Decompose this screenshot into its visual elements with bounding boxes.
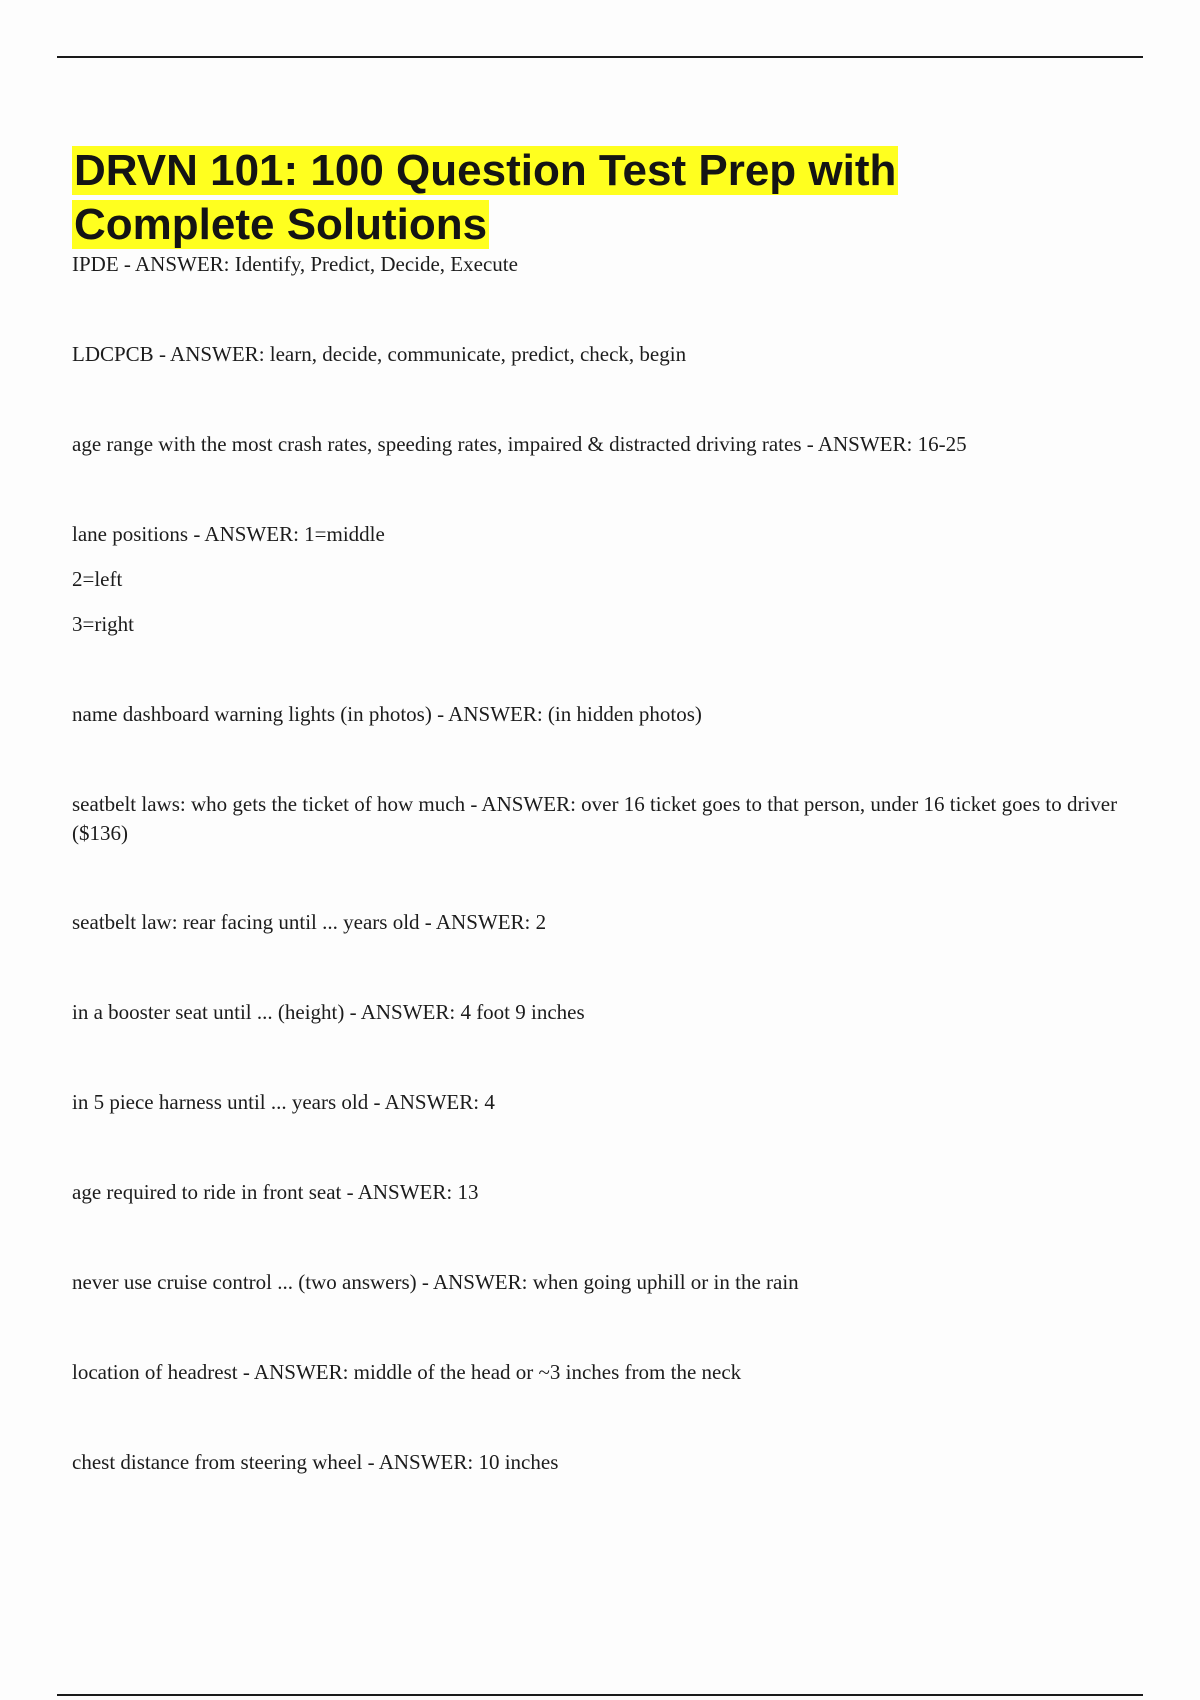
qa-item — [72, 340, 1122, 369]
qa-text: lane positions - ANSWER: 1=middle — [72, 522, 385, 546]
qa-item — [72, 1088, 1122, 1117]
qa-text-line: 2=left — [72, 567, 123, 591]
qa-item — [72, 1268, 1122, 1297]
qa-text-line: 3=right — [72, 612, 135, 636]
qa-item — [72, 908, 1122, 937]
footer-rule — [57, 1694, 1143, 1696]
title-line-1: DRVN 101: 100 Question Test Prep with — [74, 146, 897, 195]
qa-text: IPDE - ANSWER: Identify, Predict, Decide, Execute — [72, 252, 518, 276]
qa-text: seatbelt laws: who gets the ticket of how much - ANSWER: over 16 ticket goes to that person, under 16 ticket goes to driver ($136) — [72, 792, 1118, 845]
qa-item — [72, 700, 1122, 729]
qa-text: location of headrest - ANSWER: middle of the head or ~3 inches from the neck — [72, 1360, 742, 1384]
qa-text: seatbelt law: rear facing until ... years old - ANSWER: 2 — [72, 910, 547, 934]
qa-text: LDCPCB - ANSWER: learn, decide, communicate, predict, check, begin — [72, 342, 687, 366]
qa-text: name dashboard warning lights (in photos) - ANSWER: (in hidden photos) — [72, 702, 702, 726]
qa-item — [72, 250, 1122, 279]
qa-item — [72, 1358, 1122, 1387]
qa-text: in 5 piece harness until ... years old - ANSWER: 4 — [72, 1090, 495, 1114]
qa-item — [72, 1178, 1122, 1207]
header-rule — [57, 56, 1143, 58]
title-line-2: Complete Solutions — [74, 200, 488, 249]
qa-item — [72, 430, 1122, 459]
qa-text: never use cruise control ... (two answers) - ANSWER: when going uphill or in the rain — [72, 1270, 799, 1294]
qa-text: age range with the most crash rates, speeding rates, impaired & distracted driving rates - ANSWER: 16-25 — [72, 432, 967, 456]
document-title — [72, 144, 1132, 252]
qa-text: in a booster seat until ... (height) - ANSWER: 4 foot 9 inches — [72, 1000, 585, 1024]
qa-item — [72, 1448, 1122, 1477]
qa-text: chest distance from steering wheel - ANSWER: 10 inches — [72, 1450, 559, 1474]
qa-item — [72, 790, 1122, 848]
qa-item — [72, 998, 1122, 1027]
qa-text: age required to ride in front seat - ANSWER: 13 — [72, 1180, 479, 1204]
qa-item — [72, 520, 1122, 639]
